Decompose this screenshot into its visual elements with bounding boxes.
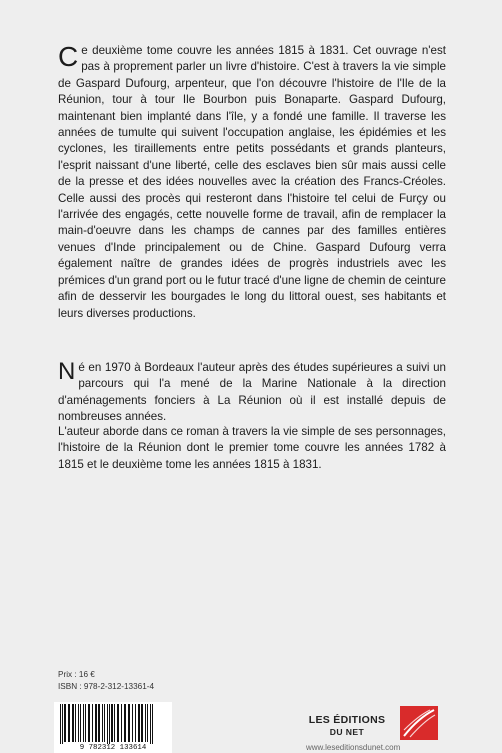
barcode-bar [145,704,146,742]
barcode-bar [102,704,103,742]
synopsis-dropcap: C [58,41,79,72]
barcode-bar [128,704,130,742]
barcode-bar [147,704,148,742]
barcode-bar [78,704,79,742]
barcode-bar [135,704,136,742]
barcode-bar [98,704,100,742]
synopsis-paragraph [58,43,446,322]
barcode-bar [111,704,113,742]
publisher-name-line1: LES ÉDITIONS [308,714,386,726]
barcode-bar [80,704,81,742]
barcode-bar [109,704,110,746]
barcode-bar [83,704,84,742]
barcode-bar [88,704,90,742]
barcode-bar [64,704,66,742]
barcode-bar [62,704,63,746]
barcode-bar [85,704,86,742]
publisher-website: www.leseditionsdunet.com [306,743,401,752]
barcode-bar [141,704,143,742]
barcode-bar [95,704,97,742]
barcode-bar [117,704,119,742]
barcode-bar [150,704,151,746]
barcode-bar [114,704,115,742]
barcode-bar [152,704,153,746]
barcode [54,702,172,753]
barcode-bar [121,704,122,742]
barcode-bar [104,704,105,742]
author-bio-dropcap: N [58,358,76,385]
publisher-logo-block [296,702,466,753]
barcode-bar [107,704,108,746]
author-bio-text: é en 1970 à Bordeaux l'auteur après des études supérieures a suivi un parcours qui l'a mené de la Marine Nationale à la direction d'aménagements fonciers à La Réunion où il est installé depuis de nombreuses années. [58,361,446,424]
barcode-bar [75,704,76,742]
barcode-bar [132,704,133,742]
publisher-name-line2: DU NET [329,727,365,737]
barcode-bars [54,702,172,746]
price-label: Prix : 16 € [58,670,95,679]
barcode-bar [138,704,140,742]
barcode-bar [92,704,93,742]
isbn-label: ISBN : 978-2-312-13361-4 [58,682,155,691]
author-bio-second-paragraph: L'auteur aborde dans ce roman à travers la vie simple de ses personnages, l'histoire de la Réunion dont le premier tome couvre les années 1782 à 1815 et le deuxième tome les années 1815 à 1831. [58,425,446,471]
barcode-bar [72,704,74,742]
author-bio-paragraph [58,360,446,426]
publisher-logo-icon [400,706,438,740]
barcode-bar [68,704,70,742]
barcode-bar [124,704,126,742]
synopsis-text: e deuxième tome couvre les années 1815 à 1831. Cet ouvrage n'est pas à proprement parler un livre d'histoire. C'est à travers la vie simple de Gaspard Dufourg, arpenteur, que l'on découvre l'histoire de l'Ile de la Réunion, tour à tour Ile Bourbon puis Bonaparte. Gaspard Dufourg, maintenant bien implanté dans l'île, y a fondé une famille. Il traverse les années de tumulte qui suivent l'occupation anglaise, les épidémies et les cyclones, les tiraillements entre petits possédants et grands planteurs, l'esprit naissant d'une liberté, celle des esclaves bien sûr mais aussi celle de la presse et des idées nouvelles avec la création des Francs-Créoles. Celle aussi des procès qui resteront dans l'histoire tel celui de Furçy ou l'arrivée des engagés, cette nouvelle forme de travail, afin de remplacer la main-d'oeuvre dans les champs de cannes par des familles entières venues d'Inde principalement ou de Chine. Gaspard Dufourg verra également naître de grandes idées de progrès industriels avec les prémices d'un grand port ou le futur tracé d'une ligne de chemin de ceinture afin de desservir les bourgades le long du littoral ouest, ses habitants et leurs diverses productions. [58,44,446,320]
barcode-digits: 9 782312 133614 [54,744,172,752]
barcode-bar [60,704,61,746]
